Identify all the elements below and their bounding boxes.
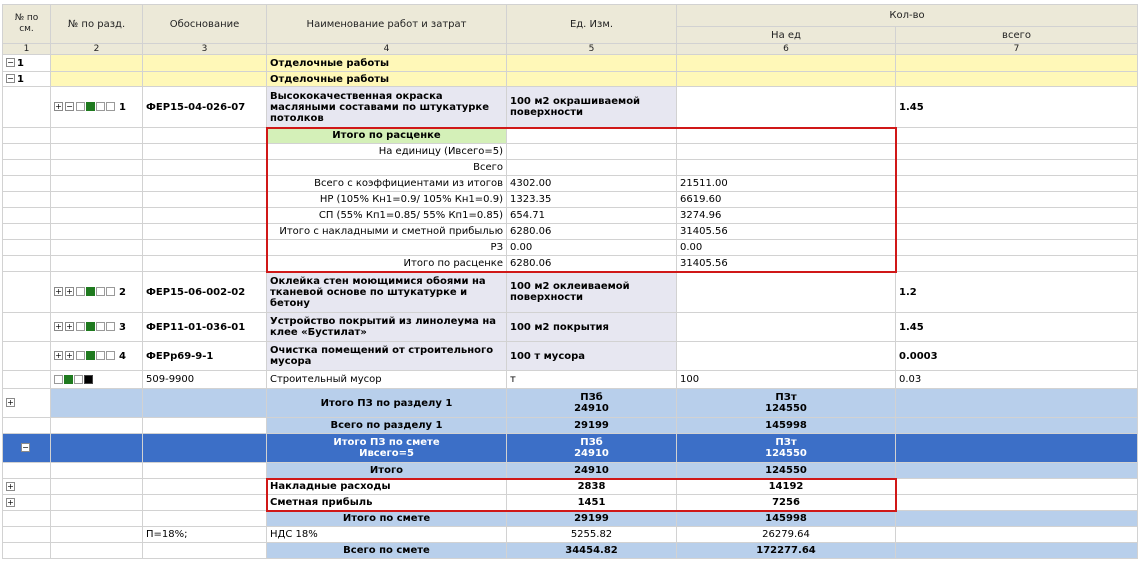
- section-total-b: 145998: [765, 420, 807, 431]
- section-row[interactable]: [3, 55, 1138, 72]
- position-name: Устройство покрытий из линолеума на клее «Бустилат»: [270, 316, 497, 338]
- breakdown-per-unit: 654.71: [510, 210, 545, 221]
- estimate-pz-label: Итого ПЗ по смете: [333, 437, 440, 448]
- position-code[interactable]: ФЕР15-04-026-07: [146, 101, 246, 113]
- itogo-row[interactable]: [3, 463, 1138, 479]
- status-square-icon: [86, 351, 95, 360]
- breakdown-per-unit: 6280.06: [510, 258, 552, 269]
- breakdown-row[interactable]: [3, 256, 1138, 272]
- position-unit: 100 м2 оклеиваемой поверхности: [510, 281, 630, 303]
- overhead-row[interactable]: [3, 479, 1138, 495]
- estimate-total-label: Итого по смете: [342, 513, 431, 524]
- grand-total-row[interactable]: [3, 543, 1138, 559]
- position-number: 4: [119, 350, 126, 362]
- status-square-icon: [74, 375, 83, 384]
- position-row[interactable]: [3, 272, 1138, 313]
- position-name: Высококачественная окраска масляными составами по штукатурке потолков: [270, 90, 489, 124]
- resource-per-unit: 100: [680, 374, 700, 385]
- status-square-icon: [96, 287, 105, 296]
- estimate-total-b: 145998: [765, 513, 807, 524]
- position-total: 1.2: [899, 286, 917, 298]
- breakdown-row[interactable]: [3, 224, 1138, 240]
- position-total: 0.0003: [899, 350, 938, 362]
- pzb-label: ПЗб: [580, 437, 603, 448]
- col-header-basis[interactable]: Обоснование: [143, 5, 267, 44]
- section-pz-label: Итого ПЗ по разделу 1: [320, 397, 453, 409]
- total-row[interactable]: [3, 389, 1138, 418]
- vat-basis: П=18%;: [146, 529, 188, 540]
- col-num: 1: [3, 44, 51, 55]
- breakdown-total: 21511.00: [680, 178, 728, 189]
- breakdown-total: 31405.56: [680, 258, 728, 269]
- status-square-icon: [96, 351, 105, 360]
- position-name: Оклейка стен моющимися обоями на тканевой основе по штукатурке и бетону: [270, 275, 486, 309]
- breakdown-label: НР (105% Кн1=0.9/ 105% Кн1=0.9): [319, 194, 503, 205]
- status-square-icon: [106, 322, 115, 331]
- grand-total-a: 34454.82: [565, 545, 618, 556]
- position-row[interactable]: [3, 87, 1138, 128]
- status-square-icon: [54, 375, 63, 384]
- expand-icon[interactable]: +: [7, 481, 14, 491]
- profit-label: Сметная прибыль: [270, 497, 373, 508]
- col-header-num-section[interactable]: № по разд.: [51, 5, 143, 44]
- profit-a: 1451: [577, 497, 606, 508]
- collapse-icon[interactable]: −: [22, 443, 29, 452]
- col-header-total[interactable]: всего: [896, 27, 1138, 44]
- position-row[interactable]: [3, 342, 1138, 371]
- status-square-icon: [76, 351, 85, 360]
- breakdown-label: Всего: [473, 162, 503, 173]
- section-title: Отделочные работы: [270, 73, 390, 85]
- breakdown-label: Итого по расценке: [403, 258, 503, 269]
- itogo-label: Итого: [369, 465, 404, 476]
- status-square-icon: [96, 322, 105, 331]
- pzt-value: 124550: [765, 448, 807, 459]
- position-number: 2: [119, 286, 126, 298]
- profit-row[interactable]: [3, 495, 1138, 511]
- col-header-qty[interactable]: Кол-во: [677, 5, 1138, 27]
- status-square-icon: [86, 102, 95, 111]
- status-square-icon: [76, 322, 85, 331]
- breakdown-per-unit: 0.00: [510, 242, 533, 253]
- estimate-total-a: 29199: [574, 513, 609, 524]
- position-unit: 100 т мусора: [510, 350, 586, 362]
- position-number: 3: [119, 321, 126, 333]
- collapse-icon[interactable]: −: [7, 74, 14, 83]
- section-number: 1: [17, 73, 24, 85]
- overhead-a: 2838: [577, 481, 606, 492]
- col-header-per-unit[interactable]: На ед: [677, 27, 896, 44]
- position-code[interactable]: ФЕР15-06-002-02: [146, 286, 246, 298]
- overhead-label: Накладные расходы: [270, 481, 391, 492]
- position-code[interactable]: ФЕРр69-9-1: [146, 350, 214, 362]
- itogo-a: 24910: [574, 465, 609, 476]
- resource-unit: т: [510, 374, 516, 385]
- estimate-grid: [2, 4, 1138, 559]
- vat-label: НДС 18%: [270, 529, 318, 540]
- breakdown-label: Всего с коэффициентами из итогов: [314, 178, 503, 189]
- status-square-icon: [76, 287, 85, 296]
- status-square-icon: [86, 322, 95, 331]
- col-num: 6: [677, 44, 896, 55]
- pzt-value: 124550: [765, 403, 807, 414]
- section-title: Отделочные работы: [267, 55, 507, 72]
- col-num: 3: [143, 44, 267, 55]
- expand-icon[interactable]: +: [55, 287, 62, 296]
- section-total-label: Всего по разделу 1: [330, 420, 443, 431]
- expand-icon[interactable]: +: [66, 287, 73, 296]
- col-num: 4: [267, 44, 507, 55]
- position-row[interactable]: [3, 313, 1138, 342]
- status-square-icon: [84, 375, 93, 384]
- resource-row[interactable]: [3, 371, 1138, 389]
- expand-icon[interactable]: +: [66, 322, 73, 331]
- section-total-a: 29199: [574, 420, 609, 431]
- breakdown-total: 6619.60: [680, 194, 722, 205]
- breakdown-per-unit: 1323.35: [510, 194, 552, 205]
- breakdown-row[interactable]: [3, 192, 1138, 208]
- breakdown-per-unit: 4302.00: [510, 178, 552, 189]
- grand-total-label: Всего по смете: [343, 545, 430, 556]
- collapse-icon[interactable]: −: [66, 102, 73, 111]
- breakdown-row[interactable]: [3, 208, 1138, 224]
- position-name: Очистка помещений от строительного мусора: [270, 345, 494, 367]
- itogo-b: 124550: [765, 465, 807, 476]
- breakdown-label: РЗ: [490, 242, 503, 253]
- col-header-num-smeta[interactable]: № по см.: [3, 5, 51, 44]
- estimate-pz-sublabel: Ивсего=5: [359, 448, 414, 459]
- position-total: 1.45: [899, 321, 924, 333]
- pzb-value: 24910: [574, 448, 609, 459]
- breakdown-row[interactable]: [3, 176, 1138, 192]
- total-row[interactable]: [3, 418, 1138, 434]
- col-header-unit[interactable]: Ед. Изм.: [507, 5, 677, 44]
- expand-icon[interactable]: +: [55, 322, 62, 331]
- section-row[interactable]: [3, 72, 1138, 87]
- grand-total-b: 172277.64: [756, 545, 816, 556]
- pzb-label: ПЗб: [580, 392, 603, 403]
- col-num: 7: [896, 44, 1138, 55]
- pzb-value: 24910: [574, 403, 609, 414]
- position-number: 1: [119, 101, 126, 113]
- resource-name: Строительный мусор: [270, 374, 382, 385]
- status-square-icon: [96, 102, 105, 111]
- resource-code[interactable]: 509-9900: [146, 374, 195, 385]
- breakdown-total: 0.00: [680, 242, 703, 253]
- breakdown-label: На единицу (Ивсего=5): [378, 146, 503, 157]
- vat-a: 5255.82: [570, 529, 613, 540]
- expand-icon[interactable]: +: [55, 351, 62, 360]
- section-number: 1: [17, 57, 24, 69]
- status-square-icon: [76, 102, 85, 111]
- breakdown-label: СП (55% Кп1=0.85/ 55% Кп1=0.85): [318, 210, 503, 221]
- position-total: 1.45: [899, 101, 924, 113]
- collapse-icon[interactable]: −: [7, 58, 14, 67]
- pzt-label: ПЗт: [775, 392, 797, 403]
- resource-total: 0.03: [899, 374, 922, 385]
- estimate-total-row[interactable]: [3, 511, 1138, 527]
- expand-icon[interactable]: +: [55, 102, 62, 111]
- breakdown-total: 31405.56: [680, 226, 728, 237]
- expand-icon[interactable]: +: [7, 398, 14, 407]
- vat-b: 26279.64: [762, 529, 810, 540]
- breakdown-title-row[interactable]: [3, 128, 1138, 144]
- status-square-icon: [106, 351, 115, 360]
- position-unit: 100 м2 покрытия: [510, 321, 609, 333]
- overhead-b: 14192: [768, 481, 804, 492]
- position-code[interactable]: ФЕР11-01-036-01: [146, 321, 246, 333]
- breakdown-label: Итого с накладными и сметной прибылью: [279, 226, 503, 237]
- profit-b: 7256: [772, 497, 800, 508]
- breakdown-row[interactable]: [3, 144, 1138, 160]
- breakdown-per-unit: 6280.06: [510, 226, 552, 237]
- expand-icon[interactable]: +: [66, 351, 73, 360]
- col-header-name[interactable]: Наименование работ и затрат: [267, 5, 507, 44]
- breakdown-row[interactable]: [3, 240, 1138, 256]
- breakdown-row[interactable]: [3, 160, 1138, 176]
- col-num: 2: [51, 44, 143, 55]
- col-num: 5: [507, 44, 677, 55]
- pzt-label: ПЗт: [775, 437, 797, 448]
- status-square-icon: [106, 287, 115, 296]
- status-square-icon: [64, 375, 73, 384]
- breakdown-total: 3274.96: [680, 210, 722, 221]
- selected-total-row[interactable]: [3, 434, 1138, 463]
- breakdown-title: Итого по расценке: [332, 130, 441, 141]
- expand-icon[interactable]: +: [7, 497, 14, 507]
- position-unit: 100 м2 окрашиваемой поверхности: [510, 96, 641, 118]
- status-square-icon: [86, 287, 95, 296]
- status-square-icon: [106, 102, 115, 111]
- vat-row[interactable]: [3, 527, 1138, 543]
